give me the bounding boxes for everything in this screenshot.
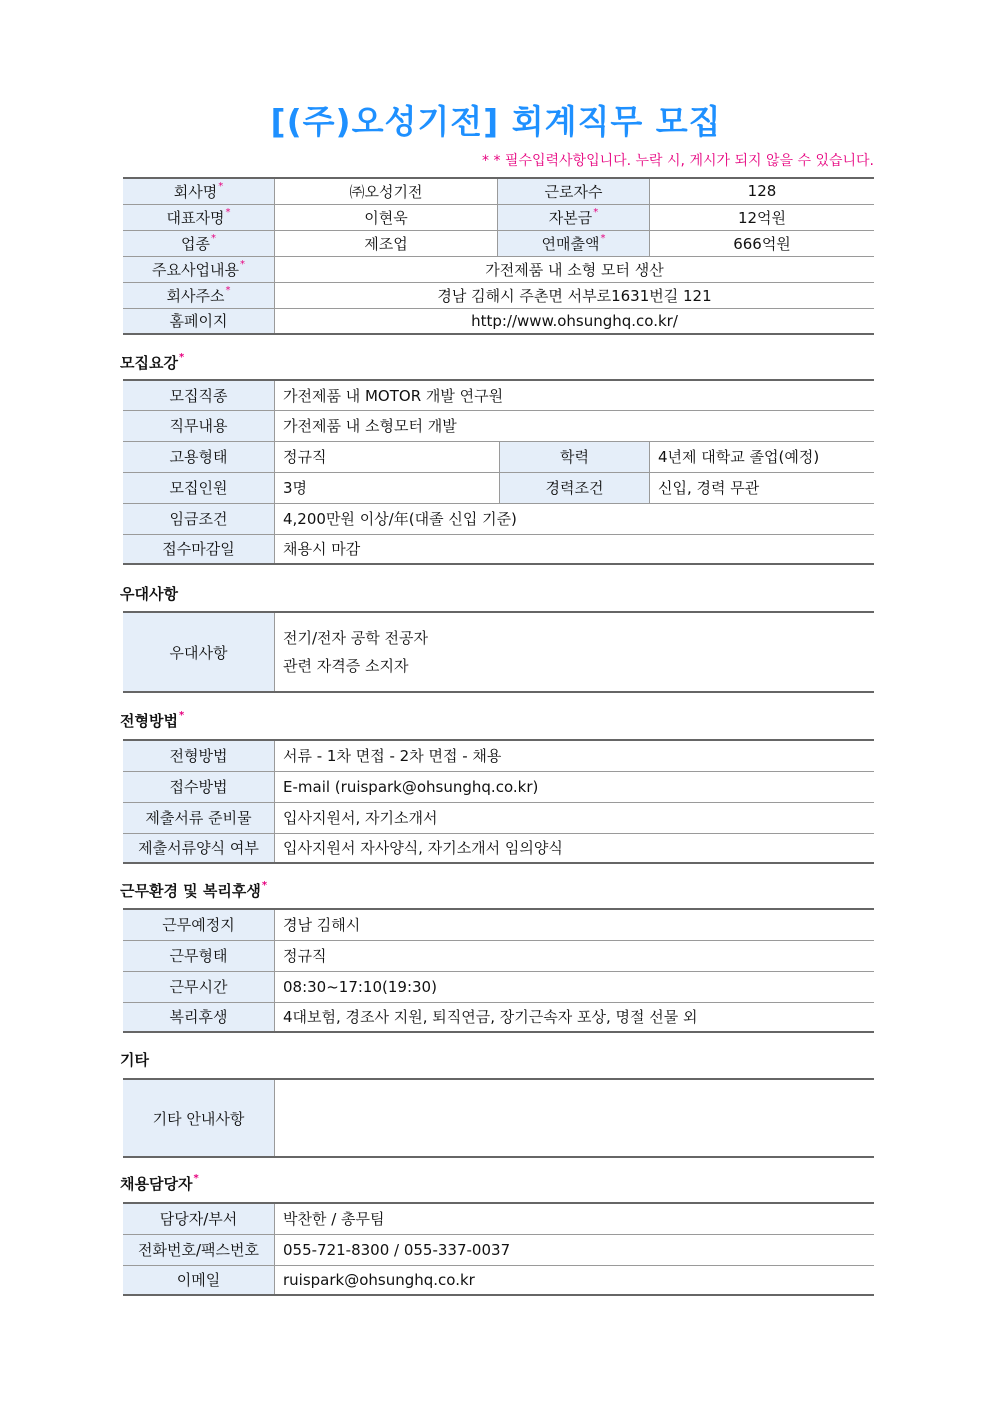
table-row — [123, 204, 874, 230]
job-value: 가전제품 내 MOTOR 개발 연구원 — [275, 380, 875, 410]
headcount-value: 3명 — [275, 472, 500, 503]
table-row — [123, 771, 874, 802]
deadline-value: 채용시 마감 — [275, 534, 875, 564]
recruit-table — [123, 379, 874, 565]
business-value: 가전제품 내 소형 모터 생산 — [275, 256, 875, 282]
industry-value: 제조업 — [275, 230, 498, 256]
section-title-work: 근무환경 및 복리후생* — [120, 880, 268, 900]
section-title-preference: 우대사항 — [120, 585, 178, 603]
contact-person-label: 담당자/부서 — [123, 1203, 275, 1234]
apply-method-label: 접수방법 — [123, 771, 275, 802]
section-title-recruit: 모집요강* — [120, 352, 185, 372]
etc-value — [275, 1079, 875, 1157]
welfare-label: 복리후생 — [123, 1002, 275, 1032]
work-type-value: 정규직 — [275, 940, 875, 971]
selection-table — [123, 739, 874, 864]
table-row — [123, 256, 874, 282]
preference-line-1: 전기/전자 공학 전공자 — [283, 629, 429, 647]
salary-label: 임금조건 — [123, 503, 275, 534]
preference-label: 우대사항 — [123, 612, 275, 692]
homepage-link[interactable]: http://www.ohsunghq.co.kr/ — [275, 308, 875, 334]
section-title-selection: 전형방법* — [120, 710, 185, 730]
section-title-contact: 채용담당자* — [120, 1173, 199, 1193]
table-row — [123, 503, 874, 534]
section-title-etc: 기타 — [120, 1051, 149, 1069]
table-row — [123, 308, 874, 334]
work-place-label: 근무예정지 — [123, 909, 275, 940]
business-label: 주요사업내용* — [123, 256, 275, 282]
table-row — [123, 441, 874, 472]
document-form-label: 제출서류양식 여부 — [123, 833, 275, 863]
deadline-label: 접수마감일 — [123, 534, 275, 564]
education-value: 4년제 대학교 졸업(예정) — [650, 441, 875, 472]
table-row — [123, 802, 874, 833]
work-table — [123, 908, 874, 1033]
table-row — [123, 230, 874, 256]
employees-label: 근로자수 — [498, 178, 650, 204]
table-row — [123, 1002, 874, 1032]
notice-text: * 필수입력사항입니다. 누락 시, 게시가 되지 않을 수 있습니다. — [493, 153, 874, 169]
table-row — [123, 1203, 874, 1234]
work-hours-value: 08:30~17:10(19:30) — [275, 971, 875, 1002]
page-title: [(주)오성기전] 회계직무 모집 — [270, 102, 722, 141]
table-row — [123, 472, 874, 503]
required-mark: * — [482, 153, 490, 169]
apply-method-value: E-mail (ruispark@ohsunghq.co.kr) — [275, 771, 875, 802]
employment-type-label: 고용형태 — [123, 441, 275, 472]
ceo-label: 대표자명* — [123, 204, 275, 230]
required-notice — [482, 150, 874, 170]
selection-method-label: 전형방법 — [123, 740, 275, 771]
table-row — [123, 1234, 874, 1265]
document-form-value: 입사지원서 자사양식, 자기소개서 임의양식 — [275, 833, 875, 863]
etc-table — [123, 1078, 874, 1158]
table-row — [123, 1265, 874, 1295]
duty-label: 직무내용 — [123, 410, 275, 441]
sales-label: 연매출액* — [498, 230, 650, 256]
preference-value — [275, 612, 875, 692]
contact-person-value: 박찬한 / 총무팀 — [275, 1203, 875, 1234]
contact-email-label: 이메일 — [123, 1265, 275, 1295]
contact-phone-label: 전화번호/팩스번호 — [123, 1234, 275, 1265]
sales-value: 666억원 — [650, 230, 875, 256]
contact-phone-value: 055-721-8300 / 055-337-0037 — [275, 1234, 875, 1265]
preference-table — [123, 611, 874, 693]
table-row — [123, 178, 874, 204]
work-type-label: 근무형태 — [123, 940, 275, 971]
work-hours-label: 근무시간 — [123, 971, 275, 1002]
table-row — [123, 534, 874, 564]
documents-label: 제출서류 준비물 — [123, 802, 275, 833]
salary-value: 4,200만원 이상/年(대졸 신입 기준) — [275, 503, 875, 534]
job-label: 모집직종 — [123, 380, 275, 410]
table-row — [123, 940, 874, 971]
employment-type-value: 정규직 — [275, 441, 500, 472]
company-name-value: ㈜오성기전 — [275, 178, 498, 204]
headcount-label: 모집인원 — [123, 472, 275, 503]
capital-label: 자본금* — [498, 204, 650, 230]
welfare-value: 4대보험, 경조사 지원, 퇴직연금, 장기근속자 포상, 명절 선물 외 — [275, 1002, 875, 1032]
homepage-label: 홈페이지 — [123, 308, 275, 334]
employees-value: 128 — [650, 178, 875, 204]
ceo-value: 이현욱 — [275, 204, 498, 230]
work-place-value: 경남 김해시 — [275, 909, 875, 940]
contact-table — [123, 1202, 874, 1296]
address-value: 경남 김해시 주촌면 서부로1631번길 121 — [275, 282, 875, 308]
selection-method-value: 서류 - 1차 면접 - 2차 면접 - 채용 — [275, 740, 875, 771]
table-row — [123, 612, 874, 692]
contact-email-link[interactable]: ruispark@ohsunghq.co.kr — [275, 1265, 875, 1295]
table-row — [123, 833, 874, 863]
capital-value: 12억원 — [650, 204, 875, 230]
industry-label: 업종* — [123, 230, 275, 256]
documents-value: 입사지원서, 자기소개서 — [275, 802, 875, 833]
table-row — [123, 380, 874, 410]
table-row — [123, 971, 874, 1002]
career-value: 신입, 경력 무관 — [650, 472, 875, 503]
table-row — [123, 410, 874, 441]
company-table — [123, 177, 874, 335]
company-name-label: 회사명* — [123, 178, 275, 204]
table-row — [123, 909, 874, 940]
preference-line-2: 관련 자격증 소지자 — [283, 657, 409, 675]
career-label: 경력조건 — [500, 472, 650, 503]
table-row — [123, 740, 874, 771]
etc-label: 기타 안내사항 — [123, 1079, 275, 1157]
table-row — [123, 282, 874, 308]
duty-value: 가전제품 내 소형모터 개발 — [275, 410, 875, 441]
address-label: 회사주소* — [123, 282, 275, 308]
education-label: 학력 — [500, 441, 650, 472]
table-row — [123, 1079, 874, 1157]
